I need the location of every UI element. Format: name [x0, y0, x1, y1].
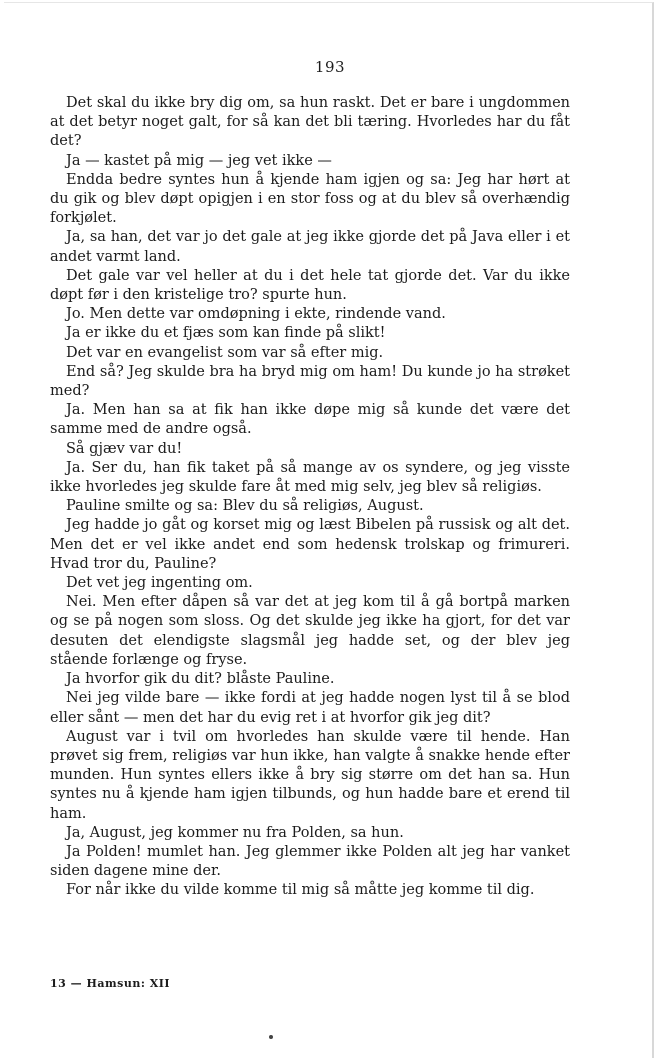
paragraph: Det gale var vel heller at du i det hele tat gjorde det. Var du ikke døpt før i den kristelige tro? spurte hun. [50, 267, 570, 304]
paragraph: Ja Polden! mumlet han. Jeg glemmer ikke Polden alt jeg har vanket siden dagene mine der. [50, 843, 570, 880]
paragraph: For når ikke du vilde komme til mig så måtte jeg komme til dig. [66, 882, 535, 899]
paragraph: Ja, August, jeg kommer nu fra Polden, sa hun. [66, 824, 404, 841]
paragraph: Ja, sa han, det var jo det gale at jeg ikke gjorde det på Java eller i et andet varmt land. [50, 229, 570, 265]
paragraph: Ja er ikke du et fjæs som kan finde på slikt! [66, 325, 386, 342]
paragraph: Det skal du ikke bry dig om, sa hun raskt. Det er bare i ungdommen at det betyr noget galt, for så kan det bli tæring. Hvorledes har du fåt det? [50, 95, 570, 150]
paragraph: Jeg hadde jo gåt og korset mig og læst Bibelen på russisk og alt det. Men det er vel ikke andet end som hedensk trolskap og frimureri. Hvad tror du, Pauline? [50, 517, 570, 572]
paragraph: Jo. Men dette var omdøpning i ekte, rindende vand. [66, 306, 446, 323]
body-text [50, 94, 570, 901]
paragraph: August var i tvil om hvorledes han skulde være til hende. Han prøvet sig frem, religiøs var hun ikke, han valgte å snakke hende efter munden. Hun syntes ellers ikke å bry sig større om det han sa. Hun syntes nu å kjende ham igjen tilbunds, og hun hadde bare et erend til ham. [50, 728, 570, 822]
page-number: 193 [314, 58, 346, 76]
paragraph: Ja. Men han sa at fik han ikke døpe mig så kunde det være det samme med de andre også. [50, 402, 570, 438]
ink-dot [269, 1035, 273, 1039]
paragraph: Nei jeg vilde bare — ikke fordi at jeg hadde nogen lyst til å se blod eller sånt — men det har du evig ret i at hvorfor gik jeg dit? [50, 690, 570, 726]
paragraph: Så gjæv var du! [66, 440, 183, 457]
paragraph: Det vet jeg ingenting om. [66, 575, 253, 592]
paragraph: Ja hvorfor gik du dit? blåste Pauline. [66, 671, 335, 688]
paragraph: Nei. Men efter dåpen så var det at jeg kom til å gå bortpå marken og se på nogen som sloss. Og det skulde jeg ikke ha gjort, for det var desuten det elendigste slagsmål jeg hadde set, og der blev jeg stående forlænge og fryse. [50, 594, 570, 668]
paragraph: Ja. Ser du, han fik taket på så mange av os syndere, og jeg visste ikke hvorledes jeg skulde fare åt med mig selv, jeg blev så religiøs. [50, 459, 570, 496]
paragraph: Ja — kastet på mig — jeg vet ikke — [66, 152, 332, 169]
footer-signature: 13 — Hamsun: XII [50, 977, 171, 990]
paragraph: Endda bedre syntes hun å kjende ham igjen og sa: Jeg har hørt at du gik og blev døpt opigjen i en stor foss og at du blev så overhændig forkjølet. [50, 171, 570, 227]
paragraph: End så? Jeg skulde bra ha bryd mig om ham! Du kunde jo ha strøket med? [50, 363, 570, 400]
paragraph: Pauline smilte og sa: Blev du så religiøs, August. [66, 498, 424, 515]
paragraph: Det var en evangelist som var så efter mig. [66, 344, 384, 361]
